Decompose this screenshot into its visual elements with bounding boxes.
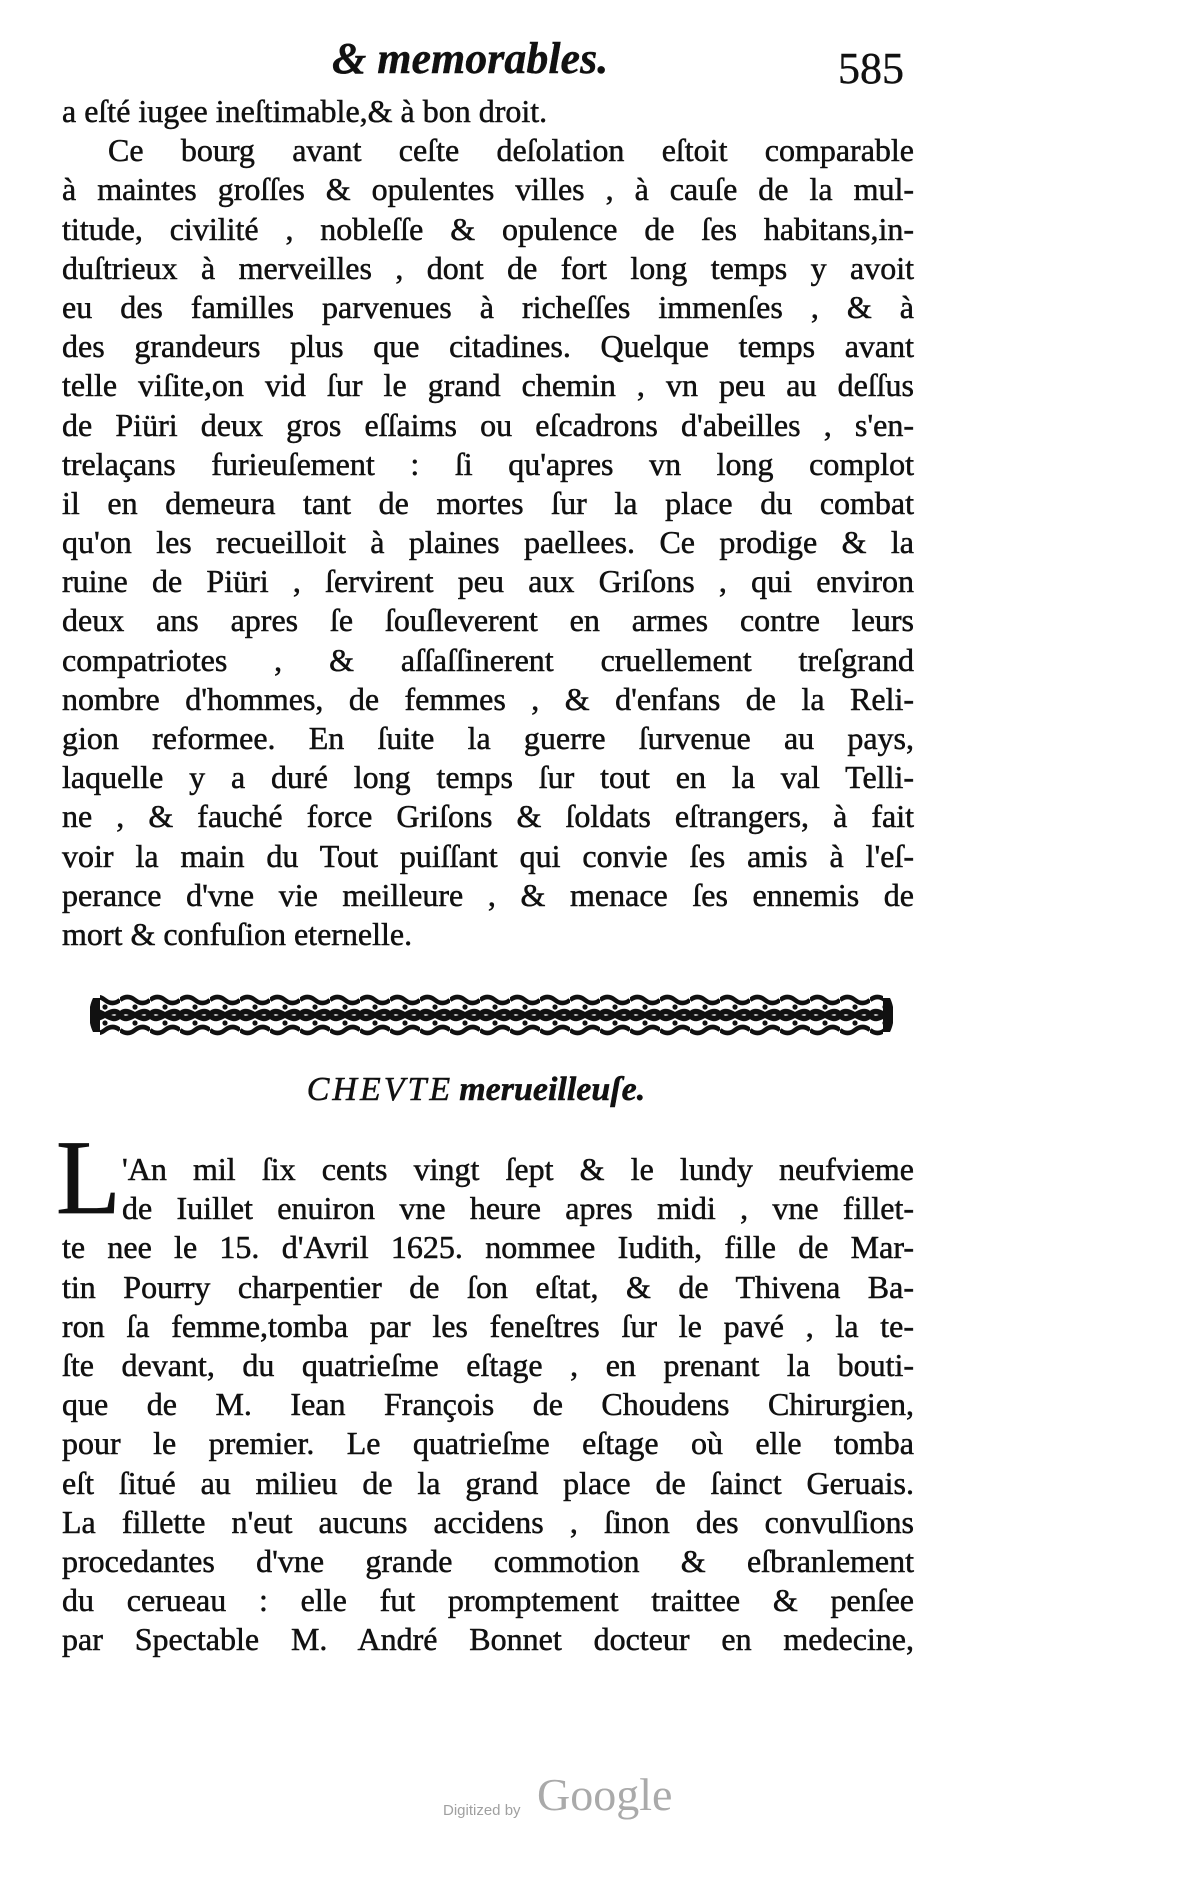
- text-line: a eſté iugee ineſtimable,& à bon droit.: [62, 93, 548, 129]
- passage-2: [62, 1150, 914, 1659]
- text-line: pour le premier. Le quatrieſme eſtage où elle tomba: [62, 1425, 914, 1462]
- text-line: perance d'vne vie meilleure , & menace ſes ennemis de: [62, 876, 914, 913]
- text-line: eſt ſitué au milieu de la grand place de ſainct Geruais.: [62, 1464, 914, 1501]
- drop-cap: L: [56, 1119, 121, 1236]
- text-line: ron ſa femme,tomba par les feneſtres ſur le pavé , la te-: [62, 1307, 914, 1344]
- text-line: titude, civilité , nobleſſe & opulence de ſes habitans,in-: [62, 210, 914, 247]
- text-line: te nee le 15. d'Avril 1625. nommee Iudith, fille de Mar-: [62, 1229, 914, 1266]
- text-line: à maintes groſſes & opulentes villes , à cauſe de la mul-: [62, 171, 914, 208]
- text-line: des grandeurs plus que citadines. Quelque temps avant: [62, 328, 914, 365]
- passage-1: [62, 92, 914, 954]
- page-number: 585: [838, 44, 904, 93]
- text-line: procedantes d'vne grande commotion & eſbranlement: [62, 1542, 914, 1579]
- section-title-caps: CHEVTE: [306, 1071, 454, 1108]
- text-line: que de M. Iean François de Choudens Chirurgien,: [62, 1386, 914, 1423]
- text-line: voir la main du Tout puiſſant qui convie ſes amis à l'eſ-: [62, 837, 914, 874]
- running-title: & memorables.: [332, 34, 609, 83]
- text-line: Ce bourg avant ceſte deſolation eſtoit comparable: [108, 132, 914, 169]
- text-line: trelaçans furieuſement : ſi qu'apres vn long complot: [62, 445, 914, 482]
- text-line: de Iuillet enuiron vne heure apres midi , vne fillet-: [122, 1190, 914, 1227]
- section-title: [50, 1070, 902, 1110]
- text-line: duſtrieux à merveilles , dont de fort long temps y avoit: [62, 249, 914, 286]
- text-line: ruine de Piüri , ſervirent peu aux Griſons , qui environ: [62, 563, 914, 600]
- text-line: du cerueau : elle fut promptement traittee & penſee: [62, 1582, 914, 1619]
- text-line: nombre d'hommes, de femmes , & d'enfans de la Reli-: [62, 680, 914, 717]
- text-line: telle viſite,on vid ſur le grand chemin , vn peu au deſſus: [62, 367, 914, 404]
- text-line: compatriotes , & aſſaſſinerent cruellement treſgrand: [62, 641, 914, 678]
- text-line: gion reformee. En ſuite la guerre ſurvenue au pays,: [62, 720, 914, 756]
- text-line: ne , & fauché force Griſons & ſoldats eſtrangers, à fait: [62, 798, 914, 835]
- text-line: La fillette n'eut aucuns accidens , ſinon des convulſions: [62, 1503, 914, 1540]
- digitized-by-label: Digitized by: [443, 1802, 521, 1819]
- text-line: par Spectable M. André Bonnet docteur en medecine,: [62, 1621, 914, 1658]
- text-line: tin Pourry charpentier de ſon eſtat, & de Thivena Ba-: [62, 1268, 914, 1305]
- text-line: ſte devant, du quatrieſme eſtage , en prenant la bouti-: [62, 1346, 914, 1383]
- google-watermark: Google: [537, 1769, 673, 1820]
- text-line: eu des familles parvenues à richeſſes immenſes , & à: [62, 288, 914, 325]
- text-line: qu'on les recueilloit à plaines paellees. Ce prodige & la: [62, 524, 914, 561]
- section-title-italic: merueilleuſe.: [459, 1071, 646, 1108]
- text-line: 'An mil ſix cents vingt ſept & le lundy neufvieme: [122, 1151, 914, 1187]
- text-line: il en demeura tant de mortes ſur la place du combat: [62, 484, 914, 521]
- text-line: de Piüri deux gros eſſaims ou eſcadrons d'abeilles , s'en-: [62, 406, 914, 443]
- ornament-band: [90, 994, 893, 1036]
- text-line: laquelle y a duré long temps ſur tout en la val Telli-: [62, 759, 914, 796]
- text-line: mort & confuſion eternelle.: [62, 915, 413, 952]
- text-line: deux ans apres ſe ſouſleverent en armes contre leurs: [62, 602, 914, 639]
